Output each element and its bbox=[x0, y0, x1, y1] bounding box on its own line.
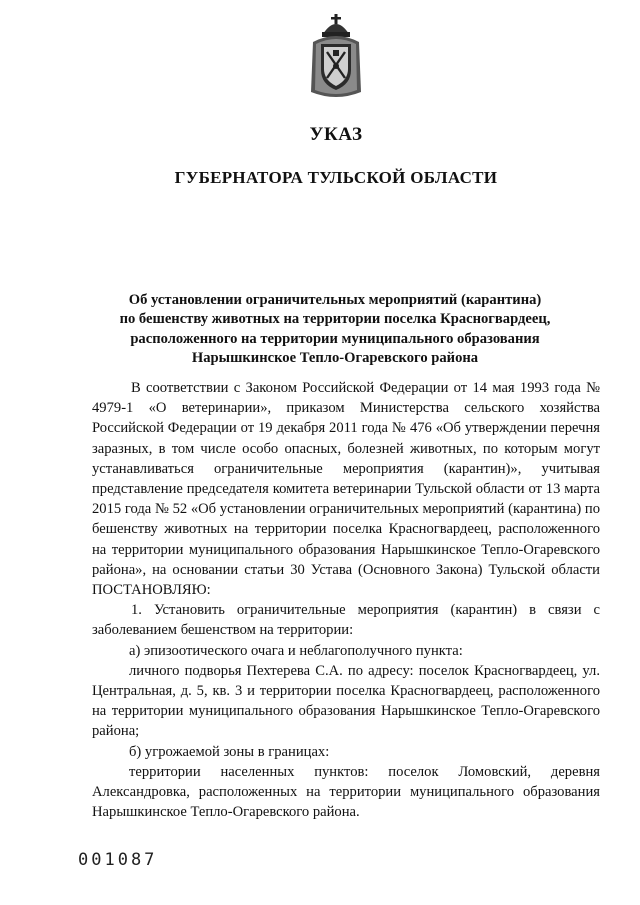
subject-line: Нарышкинское Тепло-Огаревского района bbox=[191, 349, 479, 366]
clause-1-paragraph: 1. Установить ограничительные мероприятия (карантин) в связи с заболеванием бешенством на территории: bbox=[92, 602, 600, 639]
document-issuer: ГУБЕРНАТОРА ТУЛЬСКОЙ ОБЛАСТИ bbox=[174, 168, 498, 187]
subject-line: по бешенству животных на территории поселка Красногвардеец, bbox=[119, 311, 551, 328]
clause-1a-paragraph: а) эпизоотического очага и неблагополучного пункта: bbox=[129, 642, 463, 659]
subject-line: расположенного на территории муниципального образования bbox=[130, 330, 540, 347]
clause-1b-paragraph: б) угрожаемой зоны в границах: bbox=[129, 743, 330, 760]
preamble-paragraph: В соответствии с Законом Российской Федерации от 14 мая 1993 года № 4979-1 «О ветеринарии», приказом Министерства сельского хозяйства Российской Федерации от 19 декабря 2011 года № 476 «Об утверждении перечня заразных, в том числе особо опасных, болезней животных, по которым могут устанавливаться ограничительные мероприятия (карантин)», учитывая представление председателя комитета ветеринарии Тульской области от 13 марта 2015 года № 52 «Об установлении ограничительных мероприятий (карантина) по бешенству животных на территории поселка Красногвардеец, расположенного на территории муниципального образования Нарышкинское Тепло-Огаревского района», на основании статьи 30 Устава (Основного Закона) Тульской области ПОСТАНОВЛЯЮ: bbox=[92, 380, 600, 599]
serial-number: 001087 bbox=[78, 850, 158, 870]
document-subject bbox=[100, 291, 570, 368]
clause-1b-detail-paragraph: территории населенных пунктов: поселок Ломовский, деревня Александровка, расположенных на территории муниципального образования Нарышкинское Тепло-Огаревского района. bbox=[92, 763, 600, 821]
coat-of-arms-icon bbox=[307, 12, 365, 100]
subject-line: Об установлении ограничительных мероприятий (карантина) bbox=[128, 292, 542, 308]
clause-1a-detail-paragraph: личного подворья Пехтерева С.А. по адресу: поселок Красногвардеец, ул. Центральная, д. 5, кв. 3 и территории поселка Красногвардеец, расположенного на территории муниципального образования Нарышкинское Тепло-Огаревского района; bbox=[92, 662, 600, 740]
document-body bbox=[92, 378, 600, 822]
document-heading: УКАЗ bbox=[309, 124, 363, 145]
